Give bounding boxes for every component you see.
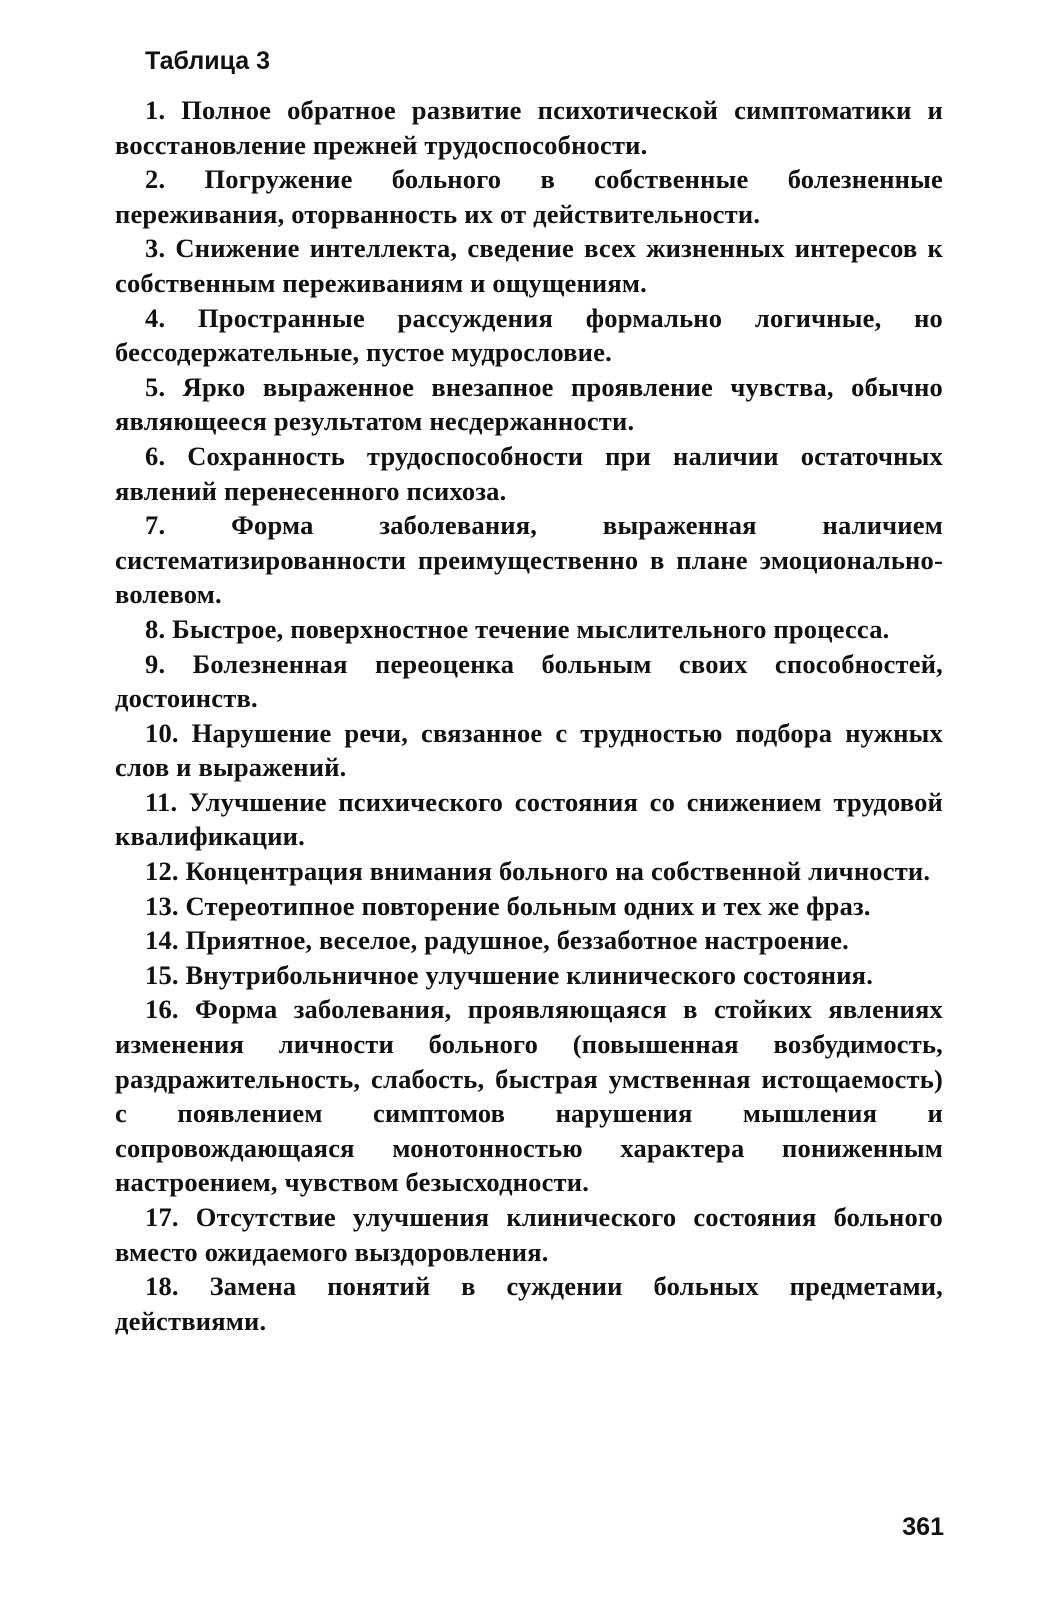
list-item-9: 9. Болезненная переоценка больным своих способностей, достоинств.: [115, 648, 943, 714]
list-item-11: 11. Улучшение психического состояния со снижением трудовой квалификации.: [115, 786, 943, 852]
list-item-15: 15. Внутрибольничное улучшение клинического состояния.: [145, 959, 874, 990]
list-item-4: 4. Пространные рассуждения формально логичные, но бессодержательные, пустое мудрословие.: [115, 302, 943, 368]
item-list: [115, 93, 943, 1338]
page-number: 361: [902, 1513, 944, 1541]
list-item-12: 12. Концентрация внимания больного на собственной личности.: [145, 856, 931, 887]
list-item-1: 1. Полное обратное развитие психотической симптоматики и восстановление прежней трудоспособности.: [115, 95, 943, 160]
list-item-18: 18. Замена понятий в суждении больных предметами, действиями.: [115, 1271, 943, 1336]
list-item-14: 14. Приятное, веселое, радушное, беззаботное настроение.: [145, 925, 849, 956]
list-item-8: 8. Быстрое, поверхностное течение мыслительного процесса.: [145, 613, 890, 644]
table-heading: Таблица 3: [145, 47, 271, 75]
list-item-3: 3. Снижение интеллекта, сведение всех жизненных интересов к собственным переживаниям и ощущениям.: [115, 233, 943, 298]
list-item-5: 5. Ярко выраженное внезапное проявление чувства, обычно являющееся результатом несдержанности.: [115, 371, 943, 437]
list-item-7: 7. Форма заболевания, выраженная наличием систематизированности преимущественно в плане эмоционально-волевом.: [115, 510, 943, 610]
list-item-6: 6. Сохранность трудоспособности при наличии остаточных явлений перенесенного психоза.: [115, 440, 943, 506]
list-item-2: 2. Погружение больного в собственные болезненные переживания, оторванность их от действительности.: [115, 164, 943, 229]
list-item-16: 16. Форма заболевания, проявляющаяся в стойких явлениях изменения личности больного (повышенная возбудимость, раздражительность, слабость, быстрая умственная истощаемость) с появлением симптомов нарушения мышления и сопровождающаяся монотонностью характера пониженным настроением, чувством безысходности.: [115, 994, 943, 1198]
list-item-13: 13. Стереотипное повторение больным одних и тех же фраз.: [145, 890, 871, 921]
list-item-10: 10. Нарушение речи, связанное с трудностью подбора нужных слов и выражений.: [115, 717, 943, 783]
list-item-17: 17. Отсутствие улучшения клинического состояния больного вместо ожидаемого выздоровления.: [115, 1202, 943, 1267]
